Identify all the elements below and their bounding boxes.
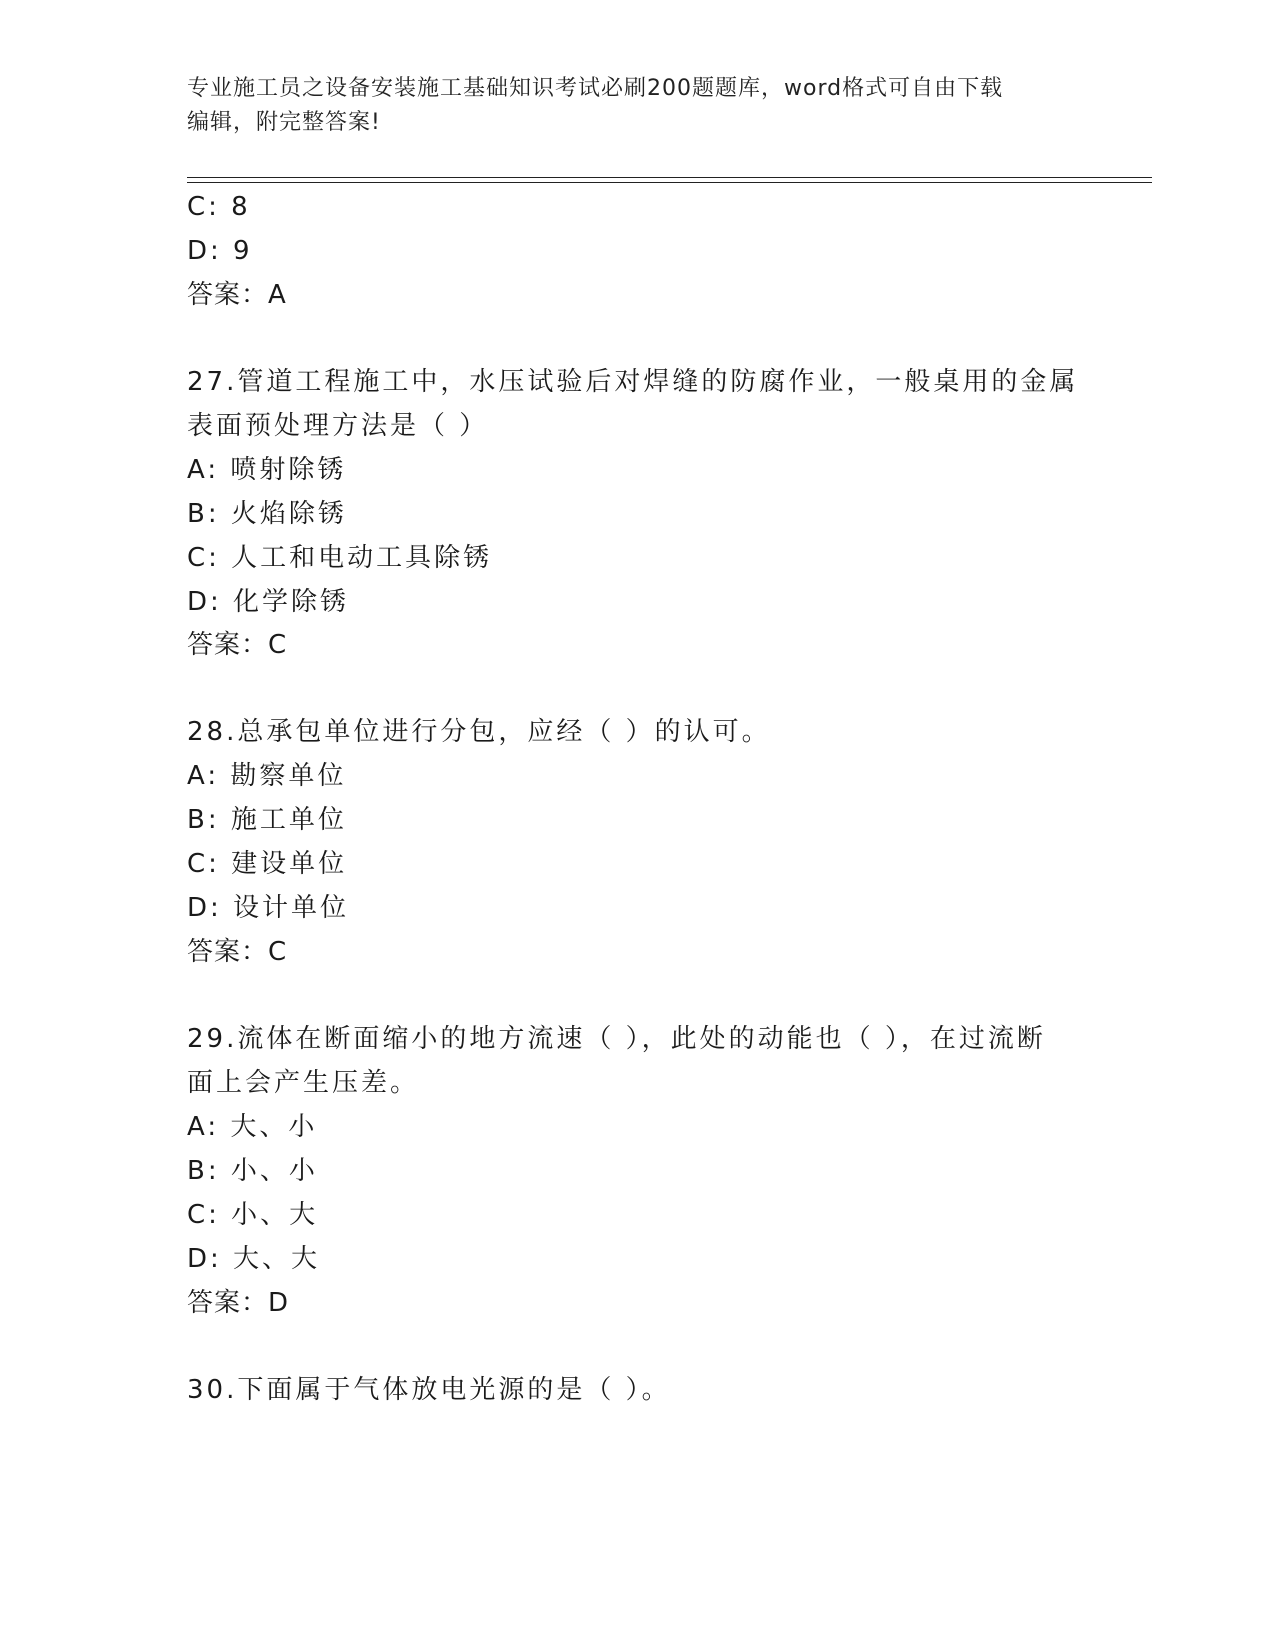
q28-option-c: C: 建设单位: [187, 849, 348, 879]
question-29-line-1: 29.流体在断面缩小的地方流速（ ），此处的动能也（ ），在过流断: [187, 1024, 1046, 1054]
header-line-1: 专业施工员之设备安装施工基础知识考试必刷200题题库，word格式可自由下载: [187, 76, 1004, 101]
q28-answer: 答案：C: [187, 937, 288, 967]
q28-option-d: D: 设计单位: [187, 893, 350, 923]
q29-option-d: D: 大、大: [187, 1244, 321, 1274]
q29-option-c: C: 小、大: [187, 1200, 319, 1230]
q27-option-d: D: 化学除锈: [187, 587, 350, 617]
q27-option-a: A: 喷射除锈: [187, 455, 347, 485]
question-30: 30.下面属于气体放电光源的是（ ）。: [187, 1375, 671, 1405]
answer-prev: 答案：A: [187, 280, 287, 310]
question-27-line-1: 27.管道工程施工中，水压试验后对焊缝的防腐作业，一般桌用的金属: [187, 367, 1079, 397]
question-29-line-2: 面上会产生压差。: [187, 1068, 420, 1098]
document-header: [187, 72, 1087, 140]
q27-option-c: C: 人工和电动工具除锈: [187, 543, 493, 573]
q29-option-b: B: 小、小: [187, 1156, 318, 1186]
q28-option-b: B: 施工单位: [187, 805, 347, 835]
header-rule-bottom: [187, 182, 1152, 183]
question-27-line-2: 表面预处理方法是（ ）: [187, 411, 489, 441]
option-d-prev: D: 9: [187, 236, 253, 266]
q27-option-b: B: 火焰除锈: [187, 499, 347, 529]
header-rule-top: [187, 177, 1152, 178]
q28-option-a: A: 勘察单位: [187, 761, 347, 791]
question-28: 28.总承包单位进行分包，应经（ ）的认可。: [187, 717, 771, 747]
q29-option-a: A: 大、小: [187, 1112, 318, 1142]
q29-answer: 答案：D: [187, 1288, 290, 1318]
header-line-2: 编辑，附完整答案!: [187, 110, 381, 135]
q27-answer: 答案：C: [187, 630, 288, 660]
option-c-prev: C: 8: [187, 192, 251, 222]
